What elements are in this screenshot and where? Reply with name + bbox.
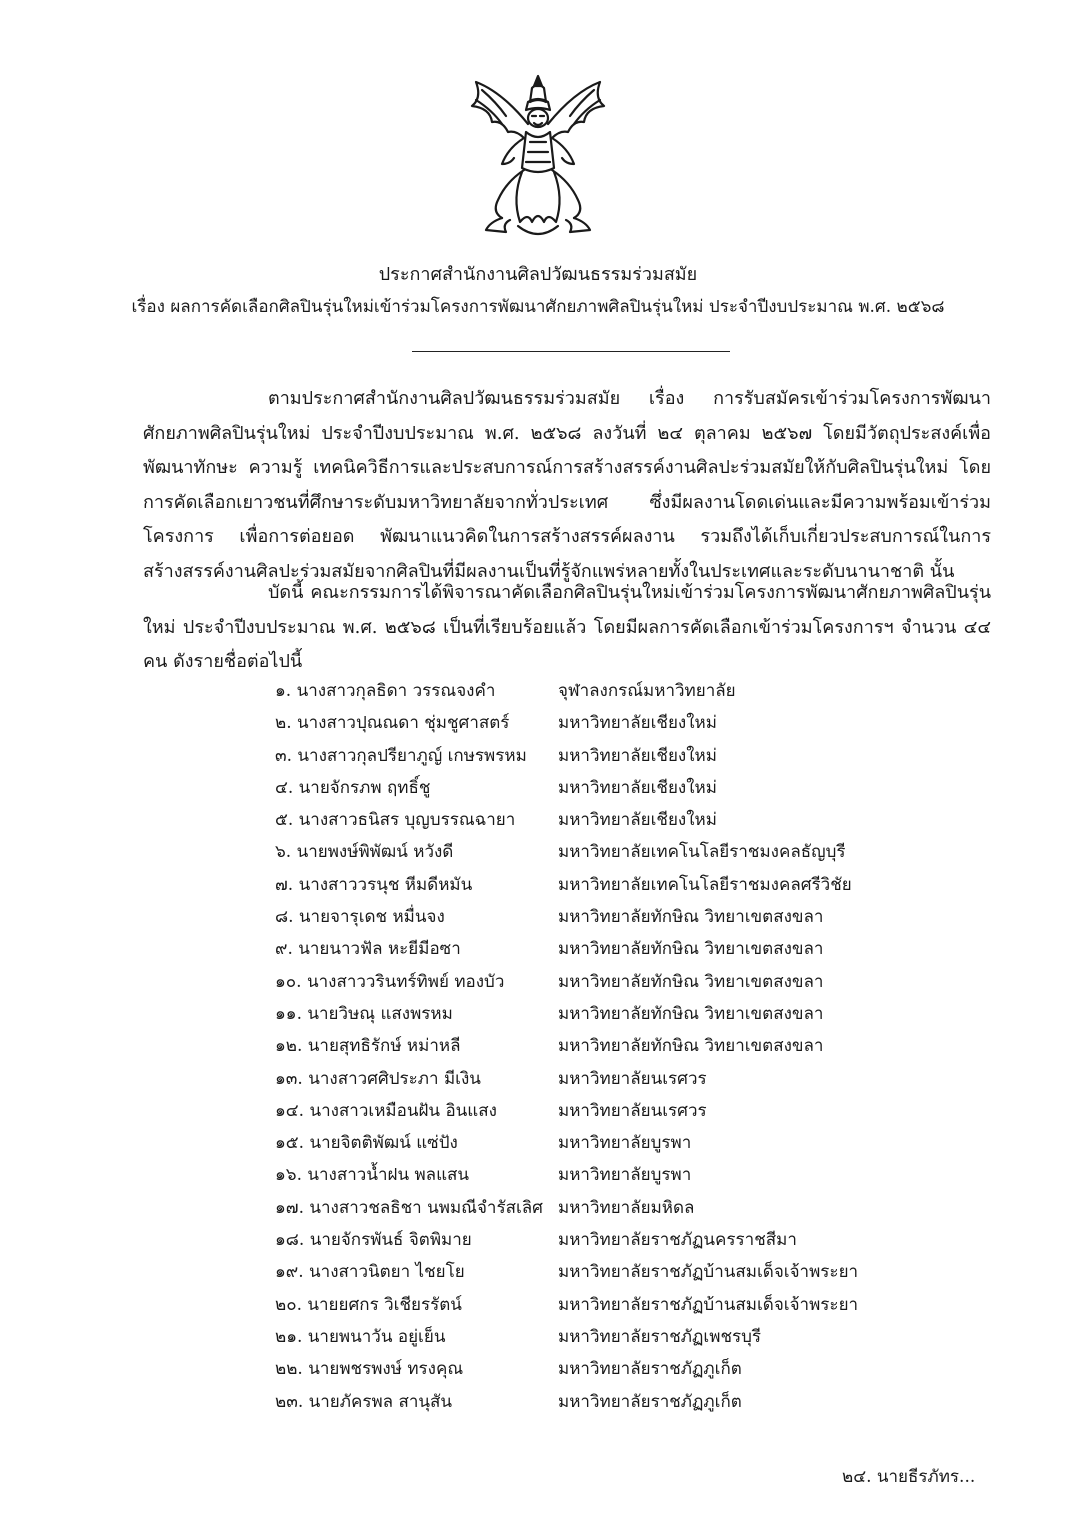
artist-university: มหาวิทยาลัยมหิดล (558, 1197, 695, 1218)
artist-university: มหาวิทยาลัยทักษิณ วิทยาเขตสงขลา (558, 1003, 824, 1024)
artist-name: ๕. นางสาวธนิสร บุญบรรณฉายา (275, 810, 516, 831)
list-item (275, 1095, 995, 1127)
artist-name: ๑. นางสาวกุลธิดา วรรณจงคำ (275, 681, 496, 701)
list-item (275, 1224, 995, 1256)
list-item (275, 1030, 995, 1062)
artist-university: มหาวิทยาลัยเทคโนโลยีราชมงคลธัญบุรี (558, 842, 846, 863)
list-item (275, 933, 995, 965)
artist-name: ๒๒. นายพชรพงษ์ ทรงคุณ (275, 1359, 464, 1380)
artist-university: มหาวิทยาลัยทักษิณ วิทยาเขตสงขลา (558, 1036, 824, 1057)
artist-name: ๑๓. นางสาวศศิประภา มีเงิน (275, 1068, 481, 1089)
announcement-subject: เรื่อง ผลการคัดเลือกศิลปินรุ่นใหม่เข้าร่วมโครงการพัฒนาศักยภาพศิลปินรุ่นใหม่ ประจำปีงบประมาณ พ.ศ. ๒๕๖๘ (131, 297, 945, 317)
artist-name: ๑๖. นางสาวน้ำฝน พลแสน (275, 1165, 470, 1186)
artist-university: มหาวิทยาลัยเชียงใหม่ (558, 777, 717, 798)
artist-university: มหาวิทยาลัยเชียงใหม่ (558, 810, 717, 831)
artist-university: มหาวิทยาลัยราชภัฏเพชรบุรี (558, 1326, 762, 1347)
artist-name: ๙. นายนาวฟัล หะยีมีอซา (275, 939, 461, 960)
artist-name: ๒๐. นายยศกร วิเชียรรัตน์ (275, 1294, 462, 1315)
artist-name: ๑๙. นางสาวนิตยา ไชยโย (275, 1262, 465, 1283)
artist-university: มหาวิทยาลัยราชภัฏนครราชสีมา (558, 1230, 797, 1251)
list-item (275, 869, 995, 901)
list-item (275, 1321, 995, 1353)
artist-name: ๑๘. นายจักรพันธ์ จิตพิมาย (275, 1230, 472, 1251)
artist-name: ๑๗. นางสาวชลธิชา นพมณีจำรัสเลิศ (275, 1197, 543, 1218)
title-divider (412, 351, 730, 352)
body-paragraph-1: ตามประกาศสำนักงานศิลปวัฒนธรรมร่วมสมัย เรื่อง การรับสมัครเข้าร่วมโครงการพัฒนาศักยภาพศิลปินรุ่นใหม่ ประจำปีงบประมาณ พ.ศ. ๒๕๖๘ ลงวันที่ ๒๔ ตุลาคม ๒๕๖๗ โดยมีวัตถุประสงค์เพื่อพัฒนาทักษะ ความรู้ เทคนิควิธีการและประสบการณ์การสร้างสรรค์งานศิลปะร่วมสมัยให้กับศิลปินรุ่นใหม่ โดยการคัดเลือกเยาวชนที่ศึกษาระดับมหาวิทยาลัยจากทั่วประเทศ ซึ่งมีผลงานโดดเด่นและมีความพร้อมเข้าร่วมโครงการ เพื่อการต่อยอด พัฒนาแนวคิดในการสร้างสรรค์ผลงาน รวมถึงได้เก็บเกี่ยวประสบการณ์ในการสร้างสรรค์งานศิลปะร่วมสมัยจากศิลปินที่มีผลงานเป็นที่รู้จักแพร่หลายทั้งในประเทศและระดับนานาชาติ นั้น (143, 388, 991, 582)
list-item (275, 1159, 995, 1191)
list-item (275, 901, 995, 933)
artist-university: มหาวิทยาลัยนเรศวร (558, 1100, 707, 1121)
artist-name: ๗. นางสาววรนุช หีมดีหมัน (275, 874, 473, 895)
list-item (275, 772, 995, 804)
list-item (275, 675, 995, 707)
artist-name: ๓. นางสาวกุลปรียาภูญ์ เกษรพรหม (275, 745, 527, 766)
list-item (275, 1256, 995, 1288)
announcement-title: ประกาศสำนักงานศิลปวัฒนธรรมร่วมสมัย (378, 264, 698, 285)
artist-university: มหาวิทยาลัยบูรพา (558, 1133, 692, 1154)
artist-name: ๔. นายจักรภพ ฤทธิ์ชู (275, 777, 431, 798)
list-item (275, 1289, 995, 1321)
artist-university: มหาวิทยาลัยบูรพา (558, 1165, 692, 1186)
selected-artists-list (275, 675, 995, 1418)
artist-name: ๑๐. นางสาววรินทร์ทิพย์ ทองบัว (275, 971, 505, 992)
artist-university: มหาวิทยาลัยราชภัฏบ้านสมเด็จเจ้าพระยา (558, 1262, 859, 1283)
artist-name: ๒๓. นายภัครพล สานุสัน (275, 1391, 453, 1412)
list-item (275, 740, 995, 772)
artist-university: มหาวิทยาลัยราชภัฏภูเก็ต (558, 1359, 742, 1380)
artist-university: จุฬาลงกรณ์มหาวิทยาลัย (558, 681, 736, 701)
artist-name: ๒๑. นายพนาวัน อยู่เย็น (275, 1326, 446, 1347)
list-item (275, 836, 995, 868)
artist-university: มหาวิทยาลัยราชภัฏภูเก็ต (558, 1391, 742, 1412)
artist-university: มหาวิทยาลัยทักษิณ วิทยาเขตสงขลา (558, 907, 824, 928)
artist-name: ๒. นางสาวปุณณดา ชุ่มชูศาสตร์ (275, 713, 510, 734)
page-continuation: ๒๔. นายธีรภัทร... (842, 1467, 976, 1487)
artist-name: ๘. นายจารุเดช หมื่นจง (275, 907, 445, 928)
artist-name: ๖. นายพงษ์พิพัฒน์ หวังดี (275, 842, 454, 863)
artist-university: มหาวิทยาลัยราชภัฏบ้านสมเด็จเจ้าพระยา (558, 1294, 859, 1315)
list-item (275, 966, 995, 998)
list-item (275, 1127, 995, 1159)
list-item (275, 804, 995, 836)
artist-university: มหาวิทยาลัยเชียงใหม่ (558, 713, 717, 734)
artist-university: มหาวิทยาลัยทักษิณ วิทยาเขตสงขลา (558, 971, 824, 992)
list-item (275, 1063, 995, 1095)
artist-university: มหาวิทยาลัยเชียงใหม่ (558, 745, 717, 766)
list-item (275, 998, 995, 1030)
list-item (275, 1192, 995, 1224)
artist-university: มหาวิทยาลัยทักษิณ วิทยาเขตสงขลา (558, 939, 824, 960)
list-item (275, 1353, 995, 1385)
list-item (275, 707, 995, 739)
artist-university: มหาวิทยาลัยนเรศวร (558, 1068, 707, 1089)
artist-name: ๑๕. นายจิตติพัฒน์ แซ่ปัง (275, 1133, 458, 1154)
artist-name: ๑๔. นางสาวเหมือนฝัน อินแสง (275, 1100, 497, 1121)
artist-name: ๑๒. นายสุทธิรักษ์ หม่าหลี (275, 1036, 461, 1057)
artist-university: มหาวิทยาลัยเทคโนโลยีราชมงคลศรีวิชัย (558, 874, 852, 895)
list-item (275, 1386, 995, 1418)
garuda-emblem-icon (462, 72, 614, 244)
body-paragraph-2: บัดนี้ คณะกรรมการได้พิจารณาคัดเลือกศิลปินรุ่นใหม่เข้าร่วมโครงการพัฒนาศักยภาพศิลปินรุ่นใหม่ ประจำปีงบประมาณ พ.ศ. ๒๕๖๘ เป็นที่เรียบร้อยแล้ว โดยมีผลการคัดเลือกเข้าร่วมโครงการฯ จำนวน ๔๔ คน ดังรายชื่อต่อไปนี้ (143, 582, 991, 673)
artist-name: ๑๑. นายวิษณุ แสงพรหม (275, 1003, 453, 1024)
